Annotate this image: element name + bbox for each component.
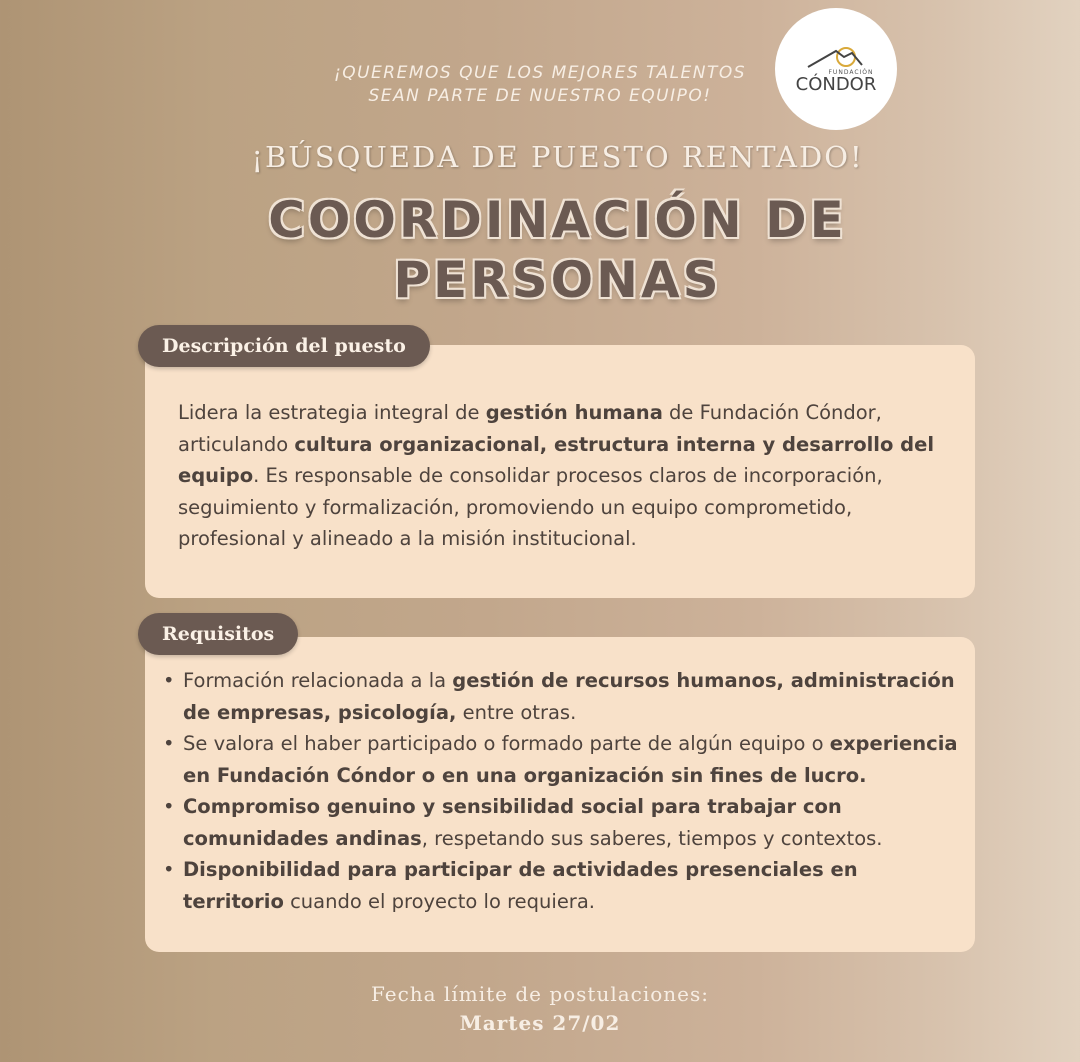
text: Se valora el haber participado o formado parte de algún equipo o [183, 732, 830, 755]
bold-text: cultura organizacional, estructura interna y desarrollo del equipo [178, 432, 935, 487]
description-label: Descripción del puesto [138, 325, 430, 367]
text: Formación relacionada a la [183, 669, 453, 692]
page-title [0, 190, 1080, 310]
tagline-line-2: SEAN PARTE DE NUESTRO EQUIPO! [368, 86, 712, 106]
title-line-2: PERSONAS [393, 251, 722, 309]
deadline-label: Fecha límite de postulaciones: [370, 982, 710, 1006]
subtitle: ¡BÚSQUEDA DE PUESTO RENTADO! [251, 140, 864, 174]
requirement-item [163, 854, 965, 917]
description-card [145, 345, 975, 598]
requirement-item [163, 791, 965, 854]
text: entre otras. [456, 700, 577, 724]
title-line-1: COORDINACIÓN DE [268, 191, 847, 249]
logo-big-text: CÓNDOR [795, 73, 877, 95]
bold-text: experiencia en Fundación Cóndor o en una organización sin fines de lucro. [183, 732, 958, 787]
text: , respetando sus saberes, tiempos y contextos. [421, 826, 883, 850]
deadline [0, 980, 1080, 1038]
text: cuando el proyecto lo requiera. [283, 889, 595, 913]
requirement-item [163, 665, 965, 728]
requirements-card [145, 637, 975, 952]
text: Lidera la estrategia integral de [178, 401, 486, 424]
text: de Fundación Cóndor, articulando [178, 401, 882, 456]
description-text [178, 397, 945, 555]
deadline-date: Martes 27/02 [459, 1011, 621, 1035]
bold-text: Compromiso genuino y sensibilidad social para trabajar con comunidades andinas [183, 795, 842, 850]
fundacion-condor-logo [775, 8, 897, 130]
bold-text: gestión de recursos humanos, administración de empresas, psicología, [183, 669, 955, 724]
tagline-line-1: ¡QUEREMOS QUE LOS MEJORES TALENTOS [333, 63, 747, 83]
logo-small-text: FUNDACIÓN [828, 68, 874, 76]
requirements-list [163, 665, 965, 917]
requirements-label: Requisitos [138, 613, 298, 655]
text: . Es responsable de consolidar procesos claros de incorporación, seguimiento y formalización, promoviendo un equipo comprometido, profesional y alineado a la misión institucional. [178, 464, 883, 550]
requirement-item [163, 728, 965, 791]
bold-text: Disponibilidad para participar de actividades presenciales en territorio [183, 858, 858, 913]
bold-text: gestión humana [485, 401, 663, 424]
tagline [300, 62, 780, 108]
mountain-sun-icon [806, 45, 866, 69]
